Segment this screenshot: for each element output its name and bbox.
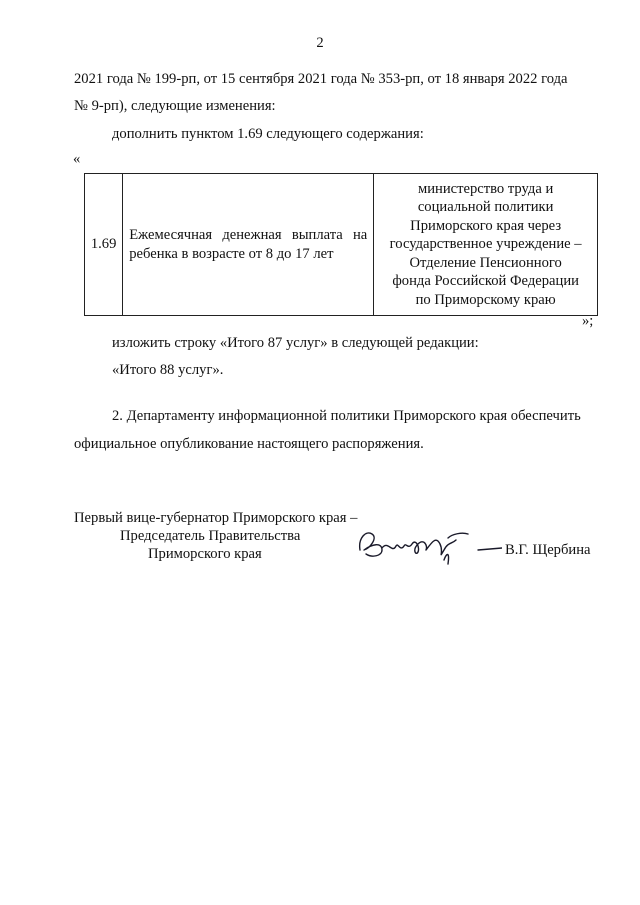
provider-line: фонда Российской Федерации [392, 273, 579, 290]
intro-line-2: № 9-рп), следующие изменения: [74, 98, 276, 114]
intro-line-3: дополнить пунктом 1.69 следующего содержания: [112, 126, 424, 142]
amend-line-1: изложить строку «Итого 87 услуг» в следующей редакции: [112, 335, 479, 351]
open-quote: « [73, 151, 81, 167]
intro-line-1: 2021 года № 199-рп, от 15 сентября 2021 года № 353-рп, от 18 января 2022 года [74, 71, 568, 87]
service-provider [374, 174, 598, 316]
table-row [85, 174, 598, 316]
provider-line: социальной политики [417, 199, 554, 216]
signatory-title-2: Председатель Правительства [120, 528, 301, 544]
row-number: 1.69 [85, 174, 123, 316]
provider-line: государственное учреждение – [389, 236, 582, 253]
signatory-title-1: Первый вице-губернатор Приморского края – [74, 510, 358, 526]
item2-line-1: 2. Департаменту информационной политики Приморского края обеспечить [112, 408, 581, 424]
signatory-name: В.Г. Щербина [505, 542, 591, 558]
handwritten-signature [352, 520, 502, 570]
provider-line: по Приморскому краю [415, 291, 556, 308]
provider-line: Отделение Пенсионного [409, 254, 562, 271]
signatory-title-3: Приморского края [148, 546, 262, 562]
inserted-row-table [84, 173, 598, 316]
provider-line: министерство труда и [417, 180, 554, 197]
amend-line-2: «Итого 88 услуг». [112, 362, 224, 378]
item2-line-2: официальное опубликование настоящего распоряжения. [74, 436, 424, 452]
close-quote: »; [582, 313, 594, 329]
page-number: 2 [316, 35, 324, 51]
service-name: Ежемесячная денежная выплата на ребенка в возрасте от 8 до 17 лет [123, 174, 374, 316]
provider-line: Приморского края через [410, 217, 562, 234]
